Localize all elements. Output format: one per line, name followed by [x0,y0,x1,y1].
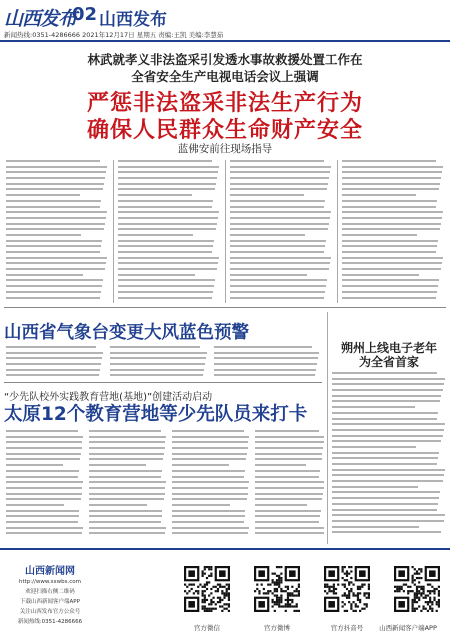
text-line [118,279,215,281]
text-line [6,171,106,173]
text-line [6,458,80,460]
text-line [230,171,330,173]
text-line [110,374,203,376]
text-line [255,458,322,460]
text-line [110,363,205,365]
text-line [118,251,212,253]
text-line [172,470,245,472]
footer-info-line: http://www.sxwbs.com [18,579,82,585]
text-line [172,504,230,506]
text-line [342,177,441,179]
text-line [118,166,219,168]
text-line [230,188,327,190]
text-line [332,389,443,391]
text-line [6,374,99,376]
text-line [172,481,249,483]
text-line [89,521,161,523]
text-line [118,228,216,230]
text-line [110,369,204,371]
text-line [89,436,166,438]
text-line [230,257,331,259]
text-line [172,436,249,438]
text-line [214,352,319,354]
text-line [230,217,330,219]
text-line [255,493,323,495]
column-divider [113,160,114,303]
text-line [118,285,214,287]
text-line [332,400,440,402]
text-line [342,257,443,259]
text-line [230,297,324,299]
text-line [6,498,81,500]
side-headline-line-2: 为全省首家 [358,355,419,369]
text-line [6,357,102,359]
text-line [118,160,212,162]
text-line [6,352,103,354]
text-line [6,268,105,270]
footer-info-line: 欢迎扫描右侧二维码 [25,589,75,595]
text-line [214,369,316,371]
text-line [332,531,441,533]
text-line [332,412,438,414]
text-line [230,251,324,253]
text-line [172,515,245,517]
text-line [230,240,326,242]
school-body-column-1 [6,430,84,538]
text-line [255,515,320,517]
text-line [255,476,319,478]
text-line [342,262,442,264]
text-line [342,285,438,287]
qr-label: 官方微博 [264,624,290,632]
text-line [332,423,445,425]
text-line [89,476,161,478]
text-line [6,527,83,529]
text-line [230,166,331,168]
text-line [172,476,244,478]
footer-info-line: 新闻热线:0351-4286666 [17,619,83,625]
text-line [6,251,100,253]
footer-rule [0,548,450,550]
text-line [332,497,439,499]
footer-brand: 山西新闻网 [25,566,75,577]
text-line [332,526,419,528]
column-divider [225,160,226,303]
text-line [6,285,102,287]
text-line [172,527,249,529]
text-line [230,245,325,247]
text-line [6,510,79,512]
text-line [6,363,101,365]
text-line [118,217,218,219]
text-line [342,234,417,236]
text-line [118,297,212,299]
text-line [6,447,82,449]
text-line [342,228,440,230]
text-line [332,486,418,488]
text-line [6,532,82,534]
text-line [342,297,436,299]
text-line [332,395,441,397]
text-line [230,234,305,236]
text-line [118,245,213,247]
text-line [255,504,307,506]
text-line [89,464,146,466]
text-line [172,532,248,534]
lead-body-column-2 [118,160,220,302]
text-line [230,223,329,225]
text-line [6,206,100,208]
text-line [110,346,200,348]
text-line [172,464,229,466]
footer-info-line: 关注山西发布官方公众号 [19,609,81,615]
footer-info [4,562,96,625]
text-line [89,510,162,512]
text-line [6,369,100,371]
text-line [255,487,324,489]
text-line [255,441,324,443]
text-line [230,177,329,179]
text-line [110,352,207,354]
text-line [89,527,166,529]
masthead-rule [0,40,450,42]
text-line [6,291,101,293]
school-body-column-4 [255,430,325,538]
text-line [118,171,218,173]
text-line [6,262,106,264]
text-line [89,430,161,432]
newspaper-logo: 山西发布 [4,8,77,30]
text-line [332,503,438,505]
text-line [214,374,315,376]
text-line [342,251,436,253]
text-line [342,240,438,242]
text-line [118,183,216,185]
text-line [118,206,212,208]
text-line [118,262,218,264]
text-line [172,493,248,495]
text-line [332,418,437,420]
text-line [230,262,330,264]
text-line [342,217,442,219]
text-line [255,481,324,483]
text-line [110,357,206,359]
text-line [214,346,312,348]
text-line [6,188,103,190]
text-line [6,160,100,162]
text-line [6,487,82,489]
lead-headline-line-2: 确保人民群众生命财产安全 [86,118,363,143]
text-line [6,346,96,348]
text-line [342,223,441,225]
text-line [118,194,192,196]
text-line [332,372,437,374]
text-line [332,406,415,408]
weather-body-column-2 [110,346,208,380]
section-divider [4,307,446,308]
text-line [342,268,441,270]
text-line [255,498,322,500]
text-line [230,160,324,162]
text-line [332,446,416,448]
text-line [89,498,164,500]
weather-body-column-1 [6,346,104,380]
text-line [6,217,106,219]
text-line [172,487,248,489]
text-line [6,436,83,438]
text-line [214,363,317,365]
text-line [332,383,444,385]
school-kicker: “少先队校外实践教育营地(基地)”创建活动启动 [4,392,213,403]
text-line [118,188,215,190]
text-line [255,510,321,512]
footer-info-line: 下载山西新闻客户端APP [20,599,80,605]
text-line [332,474,444,476]
text-line [342,166,443,168]
text-line [6,521,78,523]
lead-body-column-1 [6,160,108,302]
text-line [89,504,147,506]
text-line [332,469,445,471]
text-line [230,194,304,196]
school-body-column-3 [172,430,250,538]
qr-code-icon[interactable] [394,566,440,612]
text-line [172,453,247,455]
text-line [6,476,78,478]
text-line [89,470,162,472]
text-line [172,441,248,443]
text-line [332,514,445,516]
text-line [332,520,444,522]
text-line [89,441,165,443]
text-line [255,532,324,534]
text-line [6,211,107,213]
text-line [230,206,324,208]
text-line [342,206,436,208]
text-line [6,279,103,281]
text-line [255,430,319,432]
text-line [342,291,437,293]
text-line [332,509,437,511]
lead-headline-line-1: 严惩非法盗采非法生产行为 [86,91,363,116]
text-line [6,441,82,443]
text-line [230,268,329,270]
text-line [6,274,83,276]
text-line [230,274,307,276]
text-line [255,453,322,455]
weather-headline: 山西省气象台变更大风蓝色预警 [4,323,249,343]
text-line [332,435,443,437]
text-line [6,430,78,432]
column-divider [337,160,338,303]
section-divider [4,382,322,383]
text-line [172,498,247,500]
page-number: 02 [72,4,98,25]
text-line [6,200,101,202]
text-line [342,274,419,276]
text-line [118,268,217,270]
text-line [214,357,318,359]
text-line [255,464,306,466]
school-body-column-2 [89,430,167,538]
text-line [6,515,79,517]
text-line [6,166,107,168]
qr-code-icon[interactable] [254,566,300,612]
qr-label: 山西新闻客户端APP [379,624,437,632]
side-headline-line-1: 朔州上线电子老年 [340,341,437,355]
lead-body-column-3 [230,160,332,302]
text-line [6,223,105,225]
text-line [332,491,440,493]
text-line [172,430,244,432]
text-line [230,285,326,287]
text-line [6,297,100,299]
text-line [342,171,442,173]
text-line [332,429,444,431]
qr-code-icon[interactable] [184,566,230,612]
text-line [89,515,162,517]
text-line [230,183,328,185]
side-body-text [332,372,446,537]
text-line [332,457,438,459]
text-line [342,183,440,185]
qr-code-icon[interactable] [324,566,370,612]
text-line [118,223,217,225]
text-line [118,274,195,276]
text-line [342,211,443,213]
text-line [342,194,416,196]
text-line [342,200,437,202]
lead-kicker-line-2: 全省安全生产电视电话会议上强调 [131,69,319,84]
text-line [332,452,439,454]
text-line [118,291,213,293]
text-line [342,188,439,190]
text-line [6,493,82,495]
text-line [118,177,217,179]
text-line [89,532,165,534]
text-line [230,291,325,293]
lead-body-column-4 [342,160,444,302]
weather-body-column-3 [214,346,320,380]
text-line [6,183,104,185]
text-line [6,257,107,259]
text-line [255,470,320,472]
text-line [6,228,104,230]
text-line [89,481,166,483]
text-line [255,436,324,438]
text-line [6,245,101,247]
text-line [255,447,323,449]
masthead [0,0,450,48]
text-line [332,480,443,482]
text-line [172,510,245,512]
text-line [172,447,248,449]
text-line [118,234,193,236]
qr-label: 官方抖音号 [330,624,364,632]
text-line [230,200,325,202]
text-line [332,463,437,465]
qr-label: 官方微信 [194,624,220,632]
text-line [6,453,81,455]
text-line [6,504,64,506]
masthead-meta-line: 新闻热线:0351-4286666 2021年12月17日 星期五 责编:王凯 美编:李慧茹 [4,31,224,39]
footer [0,548,450,640]
text-line [332,378,445,380]
text-line [118,211,219,213]
text-line [6,234,81,236]
text-line [332,440,441,442]
text-line [342,279,439,281]
text-line [6,194,80,196]
text-line [89,487,165,489]
text-line [230,279,327,281]
text-line [89,453,164,455]
text-line [118,240,214,242]
lead-subhead: 蓝佛安前往现场指导 [177,143,273,155]
text-line [230,211,331,213]
text-line [89,493,165,495]
text-line [6,177,105,179]
text-line [172,458,246,460]
text-line [342,245,437,247]
text-line [6,464,63,466]
text-line [342,160,436,162]
text-line [255,521,319,523]
text-line [118,200,213,202]
text-line [6,240,102,242]
text-line [230,228,328,230]
text-line [6,481,83,483]
text-line [118,257,219,259]
lead-kicker-line-1: 林武就孝义非法盗采引发透水事故救援处置工作在 [87,52,363,67]
text-line [6,470,79,472]
text-line [255,527,324,529]
text-line [89,447,165,449]
school-headline: 太原12个教育营地等少先队员来打卡 [4,404,308,425]
side-column-divider [327,312,328,544]
text-line [172,521,244,523]
section-title: 山西发布 [99,10,167,30]
text-line [89,458,163,460]
